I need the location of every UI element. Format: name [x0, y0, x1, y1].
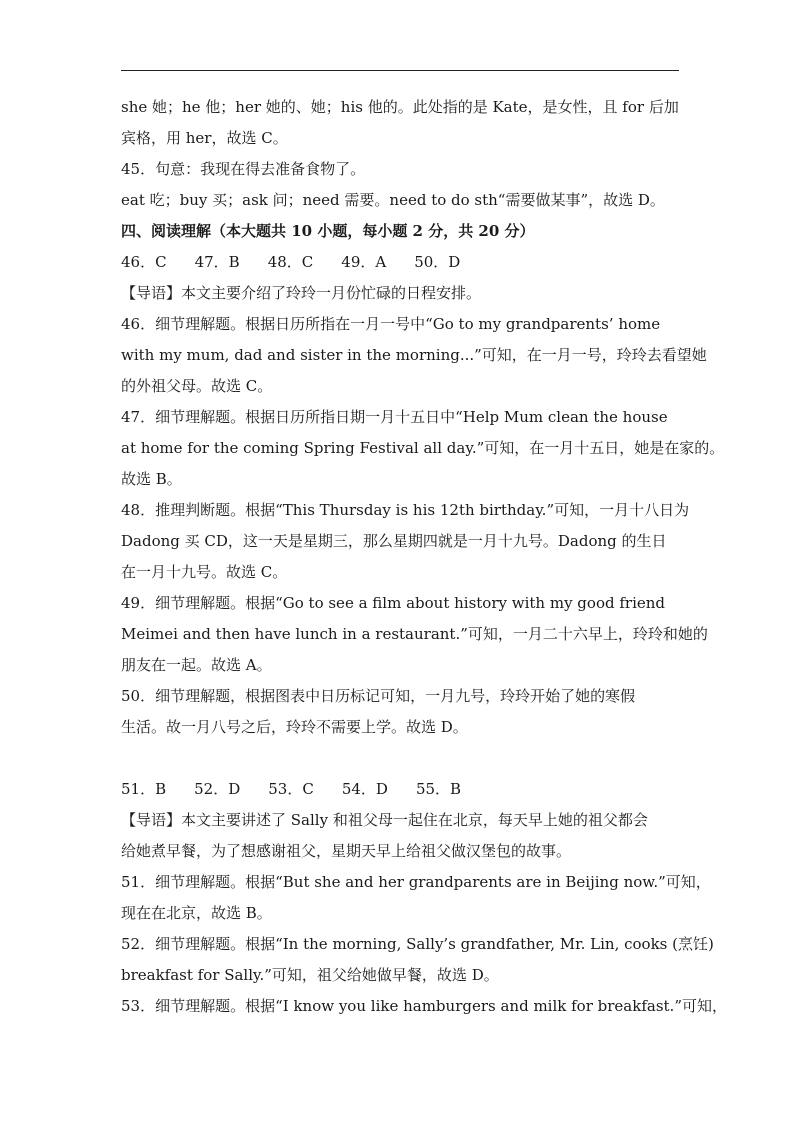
text-line: 【导语】本文主要讲述了 Sally 和祖父母一起住在北京，每天早上她的祖父都会: [121, 811, 648, 829]
text-line: 故选 B。: [121, 470, 182, 488]
text-line: Meimei and then have lunch in a restaurant.”可知，一月二十六早上，玲玲和她的: [121, 625, 708, 643]
text-line: 现在在北京，故选 B。: [121, 904, 272, 922]
text-line: breakfast for Sally.”可知，祖父给她做早餐，故选 D。: [121, 966, 499, 984]
text-line: 生活。故一月八号之后，玲玲不需要上学。故选 D。: [121, 718, 468, 736]
text-line: 50．细节理解题，根据图表中日历标记可知，一月九号，玲玲开始了她的寒假: [121, 687, 636, 705]
text-line: 的外祖父母。故选 C。: [121, 377, 273, 395]
blank-line: [121, 743, 686, 774]
text-line: 47．细节理解题。根据日历所指日期一月十五日中“Help Mum clean the house: [121, 408, 668, 426]
text-line: at home for the coming Spring Festival all day.”可知，在一月十五日，她是在家的。: [121, 439, 725, 457]
answer-item: 48．C: [267, 253, 314, 271]
answer-row: [121, 247, 686, 278]
text-line: 48．推理判断题。根据“This Thursday is his 12th birthday.”可知，一月十八日为: [121, 501, 690, 519]
text-line: 53．细节理解题。根据“I know you like hamburgers and milk for breakfast.”可知，: [121, 997, 727, 1015]
text-line: 【导语】本文主要介绍了玲玲一月份忙碌的日程安排。: [121, 284, 482, 302]
text-line: 给她煮早餐，为了想感谢祖父，星期天早上给祖父做汉堡包的故事。: [121, 842, 572, 860]
answer-row: [121, 774, 686, 805]
answer-item: 52．D: [194, 780, 241, 798]
answer-item: 54．D: [341, 780, 388, 798]
text-line: Dadong 买 CD，这一天是星期三，那么星期四就是一月十九号。Dadong 的生日: [121, 532, 667, 550]
header-rule: [121, 70, 679, 71]
text-line: she 她；he 他；her 她的、她；his 他的。此处指的是 Kate，是女性，且 for 后加: [121, 98, 679, 116]
answer-item: 47．B: [194, 253, 240, 271]
text-line: eat 吃；buy 买；ask 问；need 需要。need to do sth“需要做某事”，故选 D。: [121, 191, 665, 209]
text-line: 52．细节理解题。根据“In the morning, Sally’s grandfather, Mr. Lin, cooks (烹饪): [121, 935, 714, 953]
answer-item: 46．C: [121, 253, 167, 271]
text-line: 46．细节理解题。根据日历所指在一月一号中“Go to my grandparents’ home: [121, 315, 661, 333]
answer-item: 55．B: [415, 780, 462, 798]
text-line: 51．细节理解题。根据“But she and her grandparents are in Beijing now.”可知，: [121, 873, 711, 891]
text-line: 45．句意：我现在得去准备食物了。: [121, 160, 366, 178]
text-line: 在一月十九号。故选 C。: [121, 563, 288, 581]
answer-item: 53．C: [268, 780, 314, 798]
text-line: 朋友在一起。故选 A。: [121, 656, 272, 674]
text-line: 49．细节理解题。根据“Go to see a film about history with my good friend: [121, 594, 665, 612]
answer-item: 51．B: [121, 780, 167, 798]
answer-item: 49．A: [341, 253, 387, 271]
document-body: [121, 92, 727, 1022]
answer-item: 50．D: [414, 253, 461, 271]
text-line: with my mum, dad and sister in the morning...”可知，在一月一号，玲玲去看望她: [121, 346, 707, 364]
section-heading: 四、阅读理解（本大题共 10 小题，每小题 2 分，共 20 分）: [121, 222, 535, 240]
text-line: 宾格，用 her，故选 C。: [121, 129, 288, 147]
